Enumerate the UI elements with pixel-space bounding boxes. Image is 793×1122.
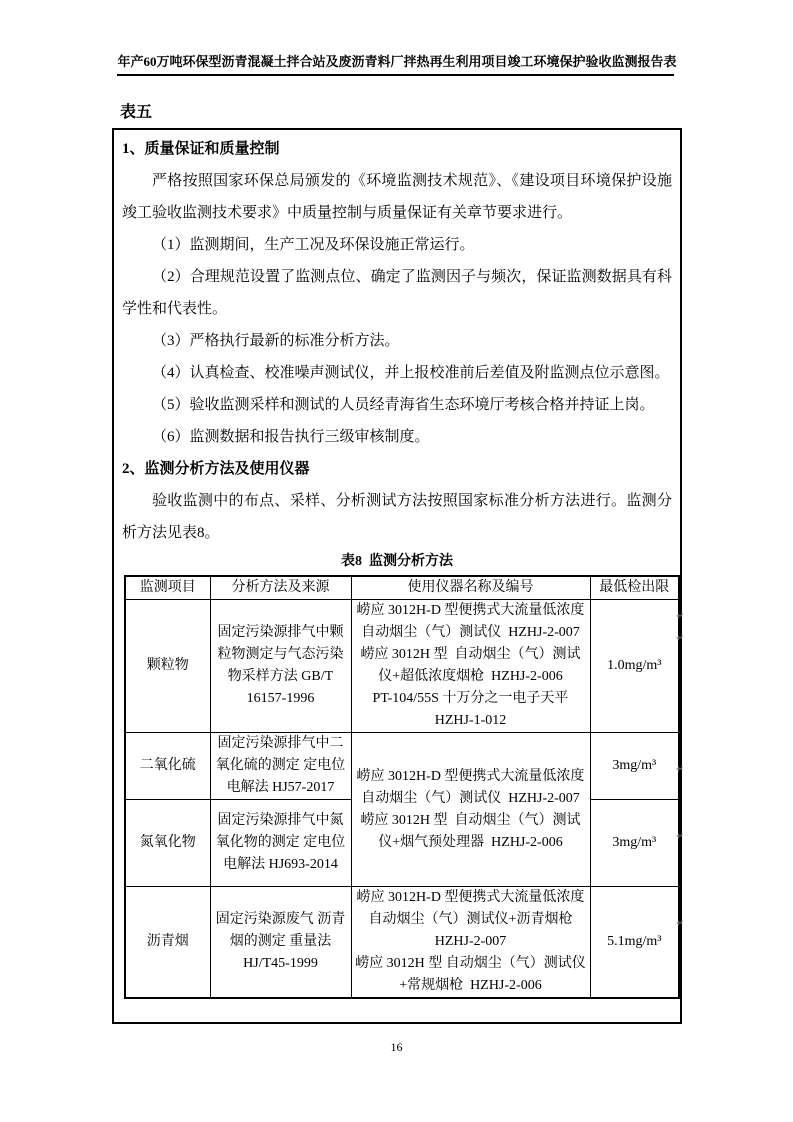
section1-item-3: （3）严格执行最新的标准分析方法。 — [152, 333, 400, 349]
header-cell-item: 监测项目 — [125, 576, 210, 600]
header-cell-method: 分析方法及来源 — [210, 576, 351, 600]
instrument-entry: PT-104/55S 十万分之一电子天平 HZHJ-1-012 — [372, 691, 569, 728]
section1-item-4: （4）认真检查、校准噪声测试仪，并上报校准前后差值及附监测点位示意图。 — [152, 365, 670, 381]
cell-method: 固定污染源排气中氮氧化物的测定 定电位电解法 HJ693-2014 — [210, 800, 351, 887]
header-cell-instrument: 使用仪器名称及编号 — [351, 576, 590, 600]
instrument-entry: 崂应 3012H-D 型便携式大流量低浓度自动烟尘（气）测试仪+沥青烟枪 HZHJ-2-007 — [356, 890, 585, 949]
cell-detection-limit: 3mg/m³ — [590, 733, 679, 800]
section1-item-2: （2）合理规范设置了监测点位、确定了监测因子与频次，保证监测数据具有科学性和代表性。 — [122, 269, 672, 317]
cell-method: 固定污染源排气中二氧化硫的测定 定电位电解法 HJ57-2017 — [210, 733, 351, 800]
instrument-entry: 崂应 3012H 型 自动烟尘（气）测试仪+常规烟枪 HZHJ-2-006 — [355, 956, 586, 993]
page-number: 16 — [390, 1040, 403, 1054]
cell-detection-limit: 1.0mg/m³ — [590, 600, 679, 733]
cell-item: 颗粒物 — [125, 600, 210, 733]
cell-detection-limit: 5.1mg/m³ — [590, 887, 679, 999]
section1-intro: 严格按照国家环保总局颁发的《环境监测技术规范》、《建设项目环境保护设施竣工验收监测技术要求》中质量控制与质量保证有关章节要求进行。 — [122, 173, 672, 221]
table-row — [125, 600, 679, 733]
table-row — [125, 733, 679, 800]
instrument-entry: 崂应 3012H 型 自动烟尘（气）测试仪+超低浓度烟枪 HZHJ-2-006 — [360, 647, 581, 684]
instrument-entry: 崂应 3012H 型 自动烟尘（气）测试仪+烟气预处理器 HZHJ-2-006 — [360, 812, 581, 850]
paragraph-mark-icon: ↵ — [676, 633, 685, 644]
instrument-entry: 崂应 3012H-D 型便携式大流量低浓度自动烟尘（气）测试仪 HZHJ-2-007 — [356, 768, 585, 806]
doc-header-title: 年产60万吨环保型沥青混凝土拌合站及废沥青料厂拌热再生利用项目竣工环境保护验收监测报告表 — [117, 54, 677, 69]
header-cell-limit: 最低检出限 — [590, 576, 679, 600]
table-row — [125, 887, 679, 999]
sheet-label: 表五 — [120, 104, 153, 121]
content-box — [112, 128, 685, 1024]
paragraph-mark-icon: ↵ — [676, 764, 685, 775]
analysis-method-table — [124, 575, 680, 999]
cell-method: 固定污染源废气 沥青烟的测定 重量法 HJ/T45-1999 — [210, 887, 351, 999]
paragraph-mark-icon: ↵ — [676, 918, 685, 929]
cell-item: 二氧化硫 — [125, 733, 210, 800]
cell-instruments — [351, 887, 590, 999]
cell-instruments-merged — [351, 733, 590, 887]
table8-caption: 表8 监测分析方法 — [341, 554, 453, 569]
section1-item-6: （6）监测数据和报告执行三级审核制度。 — [152, 429, 430, 445]
instrument-entry: 崂应 3012H-D 型便携式大流量低浓度自动烟尘（气）测试仪 HZHJ-2-007 — [356, 603, 585, 640]
paragraph-mark-icon: ↵ — [676, 831, 685, 842]
header-rule — [117, 74, 674, 76]
section1-item-1: （1）监测期间，生产工况及环保设施正常运行。 — [152, 237, 475, 253]
section1-item-5: （5）验收监测采样和测试的人员经青海省生态环境厅考核合格并持证上岗。 — [152, 397, 655, 413]
section2-heading: 2、监测分析方法及使用仪器 — [122, 461, 310, 477]
cell-item: 氮氧化物 — [125, 800, 210, 887]
section1-heading: 1、质量保证和质量控制 — [122, 141, 280, 157]
section2-intro: 验收监测中的布点、采样、分析测试方法按照国家标准分析方法进行。监测分析方法见表8。 — [122, 493, 672, 541]
cell-method: 固定污染源排气中颗粒物测定与气态污染物采样方法 GB/T 16157-1996 — [210, 600, 351, 733]
paragraph-mark-icon: ↵ — [676, 611, 685, 622]
cell-instruments — [351, 600, 590, 733]
table-header-row — [125, 576, 679, 600]
cell-item: 沥青烟 — [125, 887, 210, 999]
cell-detection-limit: 3mg/m³ — [590, 800, 679, 887]
